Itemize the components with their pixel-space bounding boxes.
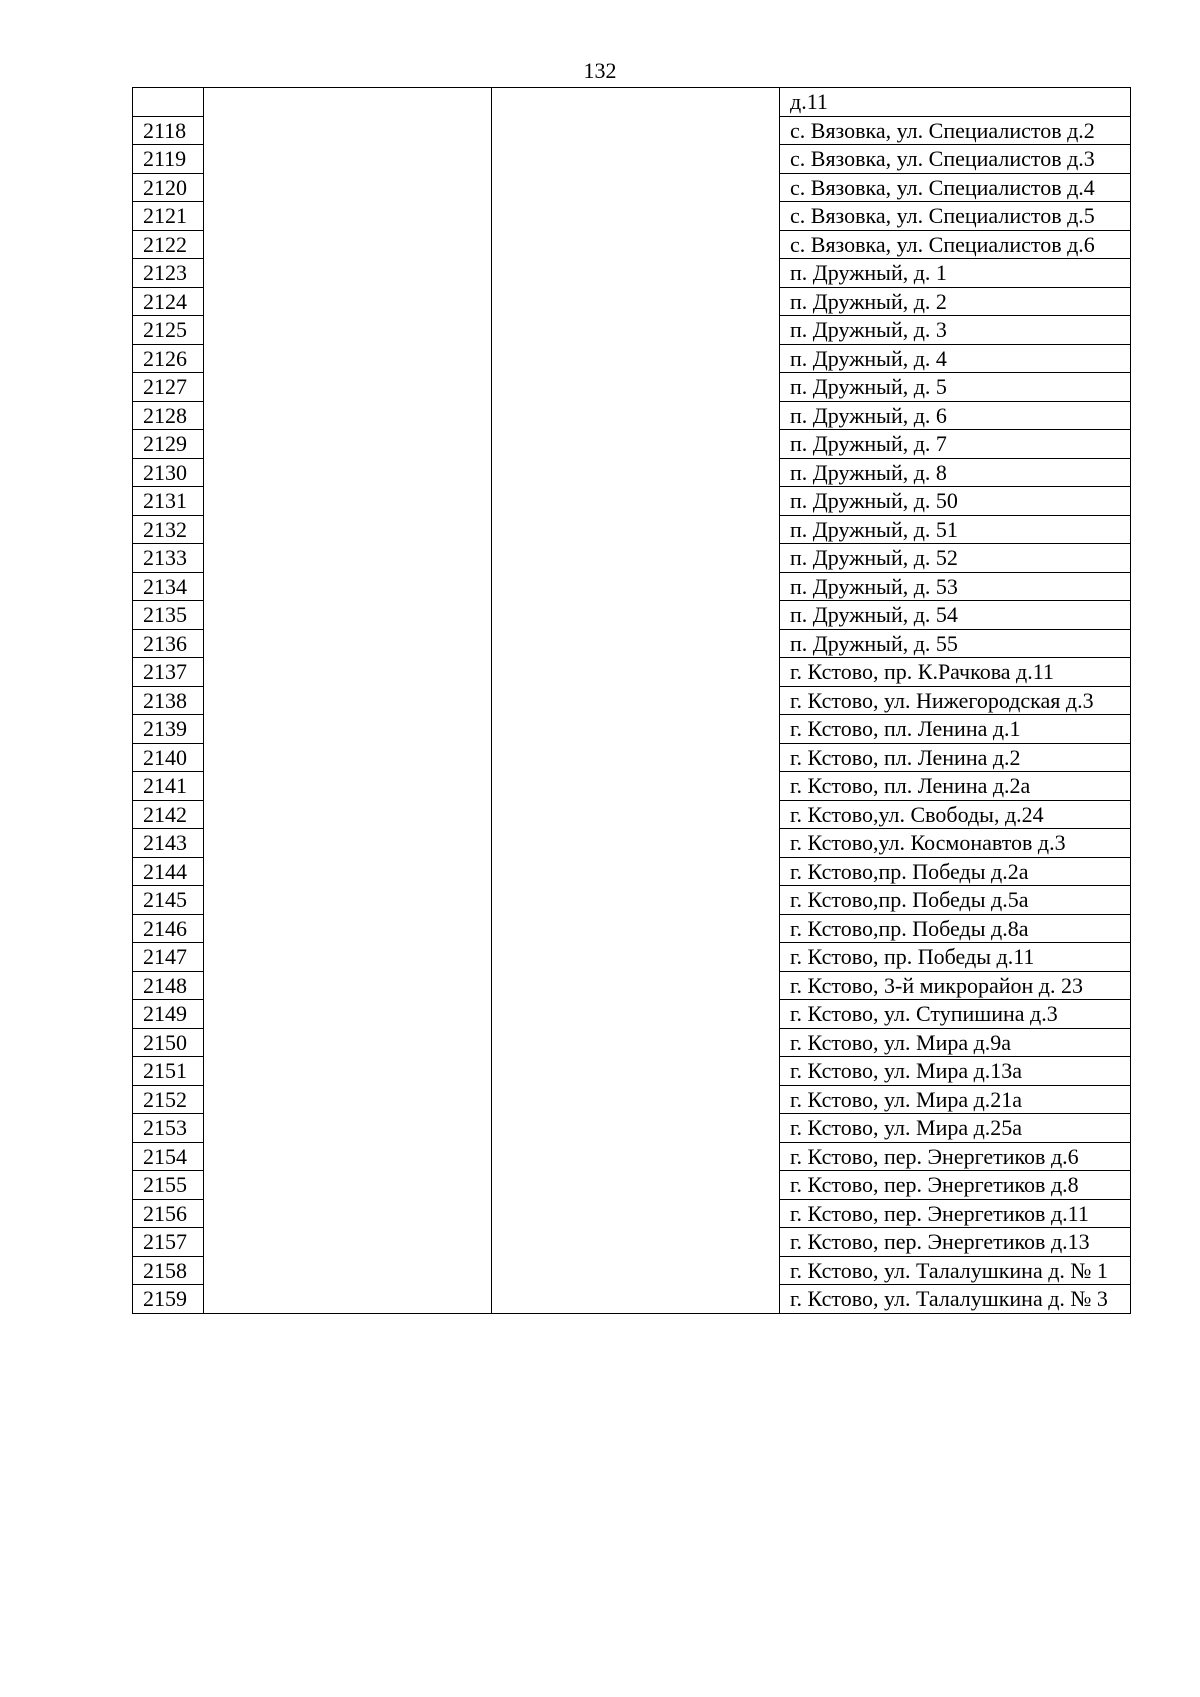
address-cell: г. Кстово, пл. Ленина д.1: [780, 715, 1131, 744]
address-cell: г. Кстово,пр. Победы д.2а: [780, 857, 1131, 886]
address-cell: п. Дружный, д. 8: [780, 458, 1131, 487]
address-cell: г. Кстово, пр. К.Рачкова д.11: [780, 658, 1131, 687]
address-cell: г. Кстово, ул. Талалушкина д. № 1: [780, 1256, 1131, 1285]
address-cell: д.11: [780, 88, 1131, 117]
row-number-cell: 2159: [133, 1285, 204, 1314]
row-number-cell: 2118: [133, 116, 204, 145]
address-cell: г. Кстово,ул. Космонавтов д.3: [780, 829, 1131, 858]
row-number-cell: 2139: [133, 715, 204, 744]
page-number: 132: [583, 58, 617, 83]
row-number-cell: 2119: [133, 145, 204, 174]
row-number-cell: 2134: [133, 572, 204, 601]
row-number-cell: 2120: [133, 173, 204, 202]
row-number-cell: 2146: [133, 914, 204, 943]
table-row: [133, 88, 1131, 117]
registry-table-body: [133, 88, 1131, 1314]
address-cell: г. Кстово, пл. Ленина д.2а: [780, 772, 1131, 801]
row-number-cell: 2128: [133, 401, 204, 430]
address-cell: г. Кстово, ул. Мира д.13а: [780, 1057, 1131, 1086]
address-cell: п. Дружный, д. 53: [780, 572, 1131, 601]
row-number-cell: 2136: [133, 629, 204, 658]
address-cell: с. Вязовка, ул. Специалистов д.6: [780, 230, 1131, 259]
address-registry-table: [132, 87, 1131, 1314]
address-cell: п. Дружный, д. 51: [780, 515, 1131, 544]
row-number-cell: 2124: [133, 287, 204, 316]
address-cell: г. Кстово, ул. Талалушкина д. № 3: [780, 1285, 1131, 1314]
row-number-cell: 2122: [133, 230, 204, 259]
row-number-cell: 2148: [133, 971, 204, 1000]
address-cell: г. Кстово, ул. Мира д.25а: [780, 1114, 1131, 1143]
address-cell: г. Кстово,пр. Победы д.8а: [780, 914, 1131, 943]
address-cell: г. Кстово, ул. Мира д.21а: [780, 1085, 1131, 1114]
row-number-cell: 2121: [133, 202, 204, 231]
address-cell: г. Кстово, пер. Энергетиков д.13: [780, 1228, 1131, 1257]
row-number-cell: 2144: [133, 857, 204, 886]
row-number-cell: 2135: [133, 601, 204, 630]
row-number-cell: 2147: [133, 943, 204, 972]
row-number-cell: 2131: [133, 487, 204, 516]
row-number-cell: 2141: [133, 772, 204, 801]
address-cell: п. Дружный, д. 55: [780, 629, 1131, 658]
row-number-cell: 2150: [133, 1028, 204, 1057]
row-number-cell: 2157: [133, 1228, 204, 1257]
row-number-cell: 2132: [133, 515, 204, 544]
address-cell: п. Дружный, д. 4: [780, 344, 1131, 373]
address-cell: п. Дружный, д. 52: [780, 544, 1131, 573]
address-cell: г. Кстово,пр. Победы д.5а: [780, 886, 1131, 915]
address-cell: с. Вязовка, ул. Специалистов д.5: [780, 202, 1131, 231]
row-number-cell: 2129: [133, 430, 204, 459]
row-number-cell: 2158: [133, 1256, 204, 1285]
row-number-cell: 2143: [133, 829, 204, 858]
address-cell: г. Кстово, пер. Энергетиков д.11: [780, 1199, 1131, 1228]
address-cell: г. Кстово, ул. Мира д.9а: [780, 1028, 1131, 1057]
address-cell: с. Вязовка, ул. Специалистов д.3: [780, 145, 1131, 174]
empty-column-cell: [492, 88, 780, 1314]
row-number-cell: 2137: [133, 658, 204, 687]
address-cell: г. Кстово, 3-й микрорайон д. 23: [780, 971, 1131, 1000]
row-number-cell: 2149: [133, 1000, 204, 1029]
row-number-cell: 2155: [133, 1171, 204, 1200]
address-cell: г. Кстово, пл. Ленина д.2: [780, 743, 1131, 772]
address-cell: г. Кстово,ул. Свободы, д.24: [780, 800, 1131, 829]
address-cell: г. Кстово, пер. Энергетиков д.8: [780, 1171, 1131, 1200]
empty-column-cell: [204, 88, 492, 1314]
row-number-cell: 2125: [133, 316, 204, 345]
address-cell: п. Дружный, д. 6: [780, 401, 1131, 430]
row-number-cell: 2151: [133, 1057, 204, 1086]
row-number-cell: 2152: [133, 1085, 204, 1114]
address-cell: п. Дружный, д. 2: [780, 287, 1131, 316]
row-number-cell: 2156: [133, 1199, 204, 1228]
address-cell: г. Кстово, ул. Нижегородская д.3: [780, 686, 1131, 715]
row-number-cell: [133, 88, 204, 117]
address-cell: п. Дружный, д. 7: [780, 430, 1131, 459]
address-cell: п. Дружный, д. 5: [780, 373, 1131, 402]
row-number-cell: 2140: [133, 743, 204, 772]
row-number-cell: 2123: [133, 259, 204, 288]
address-cell: п. Дружный, д. 3: [780, 316, 1131, 345]
row-number-cell: 2138: [133, 686, 204, 715]
row-number-cell: 2154: [133, 1142, 204, 1171]
address-cell: п. Дружный, д. 50: [780, 487, 1131, 516]
row-number-cell: 2145: [133, 886, 204, 915]
row-number-cell: 2130: [133, 458, 204, 487]
row-number-cell: 2142: [133, 800, 204, 829]
row-number-cell: 2126: [133, 344, 204, 373]
row-number-cell: 2133: [133, 544, 204, 573]
address-cell: п. Дружный, д. 54: [780, 601, 1131, 630]
address-cell: п. Дружный, д. 1: [780, 259, 1131, 288]
address-cell: с. Вязовка, ул. Специалистов д.4: [780, 173, 1131, 202]
row-number-cell: 2153: [133, 1114, 204, 1143]
address-cell: г. Кстово, пер. Энергетиков д.6: [780, 1142, 1131, 1171]
address-cell: г. Кстово, пр. Победы д.11: [780, 943, 1131, 972]
row-number-cell: 2127: [133, 373, 204, 402]
address-cell: г. Кстово, ул. Ступишина д.3: [780, 1000, 1131, 1029]
address-cell: с. Вязовка, ул. Специалистов д.2: [780, 116, 1131, 145]
